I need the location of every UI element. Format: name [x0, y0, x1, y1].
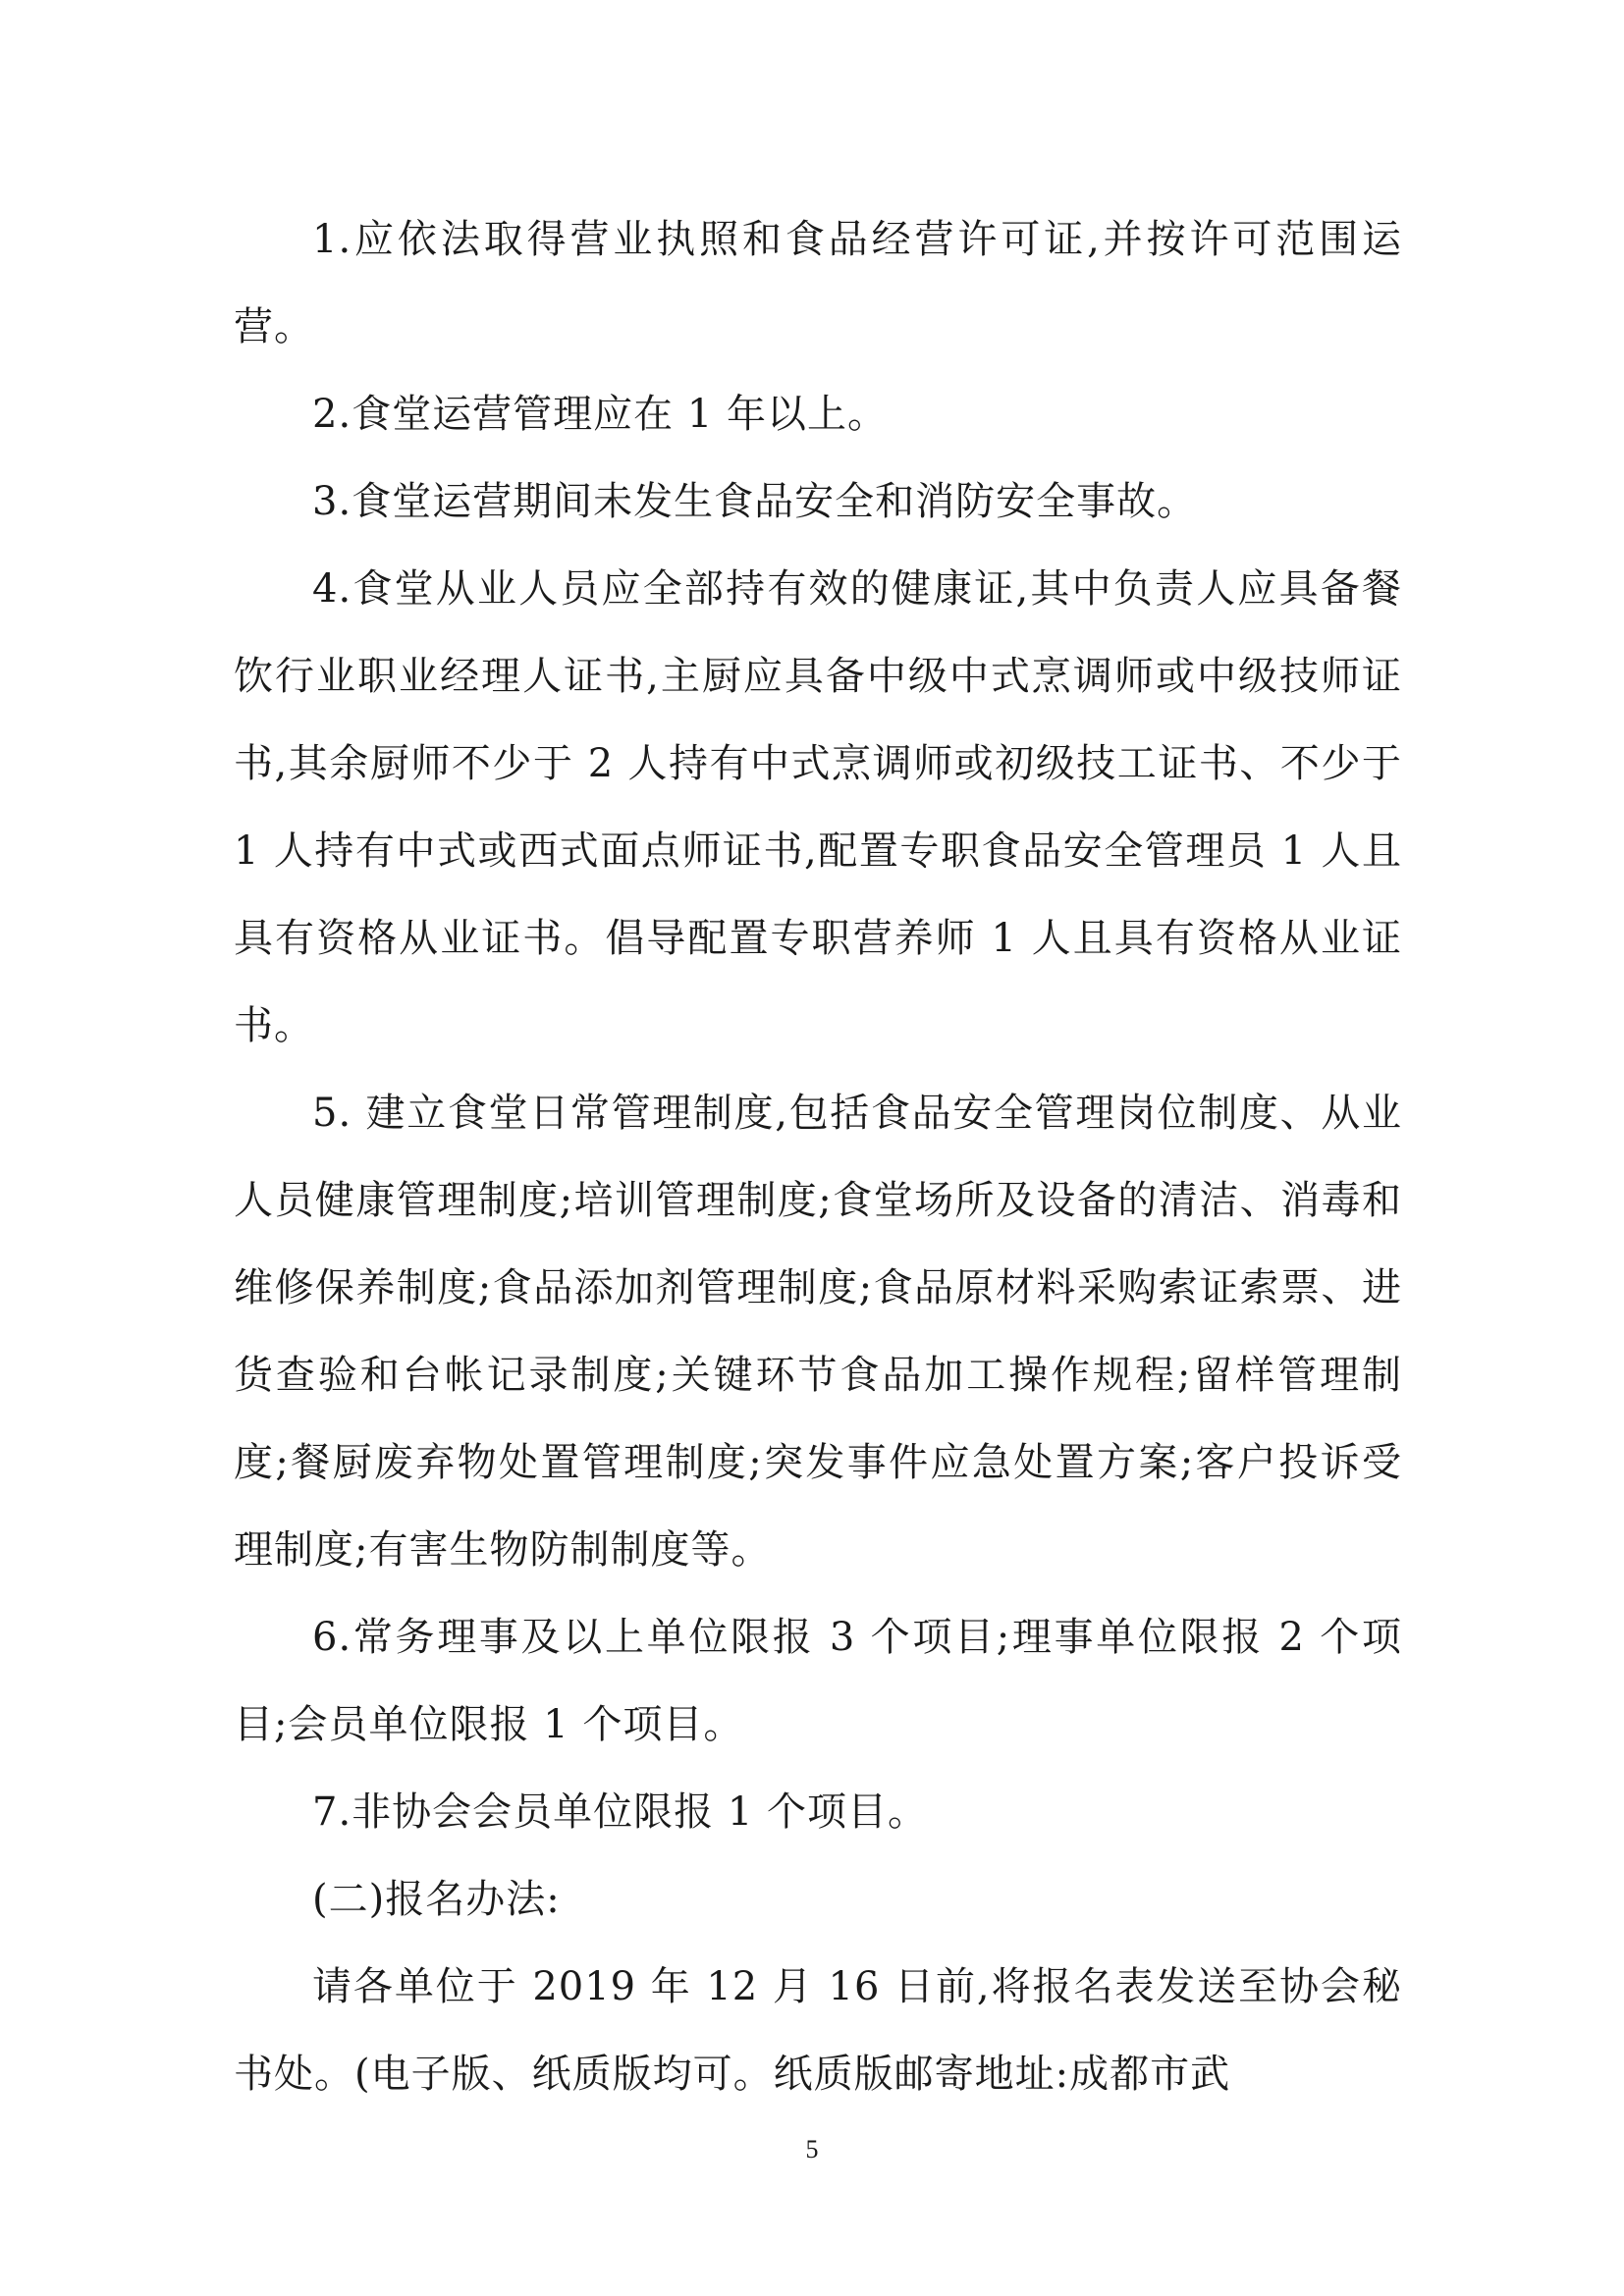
paragraph-requirement-6: 6.常务理事及以上单位限报 3 个项目;理事单位限报 2 个项目;会员单位限报 1 个项目。: [234, 1615, 1402, 1747]
document-body: [234, 196, 1402, 2118]
paragraph-registration-instructions: 请各单位于 2019 年 12 月 16 日前,将报名表发送至协会秘书处。(电子版、纸质版均可。纸质版邮寄地址:成都市武: [234, 1964, 1402, 2097]
paragraph-requirement-3: 3.食堂运营期间未发生食品安全和消防安全事故。: [312, 479, 1198, 524]
section-heading-registration: (二)报名办法:: [312, 1877, 561, 1922]
paragraph-requirement-5: 5. 建立食堂日常管理制度,包括食品安全管理岗位制度、从业人员健康管理制度;培训管理制度;食堂场所及设备的清洁、消毒和维修保养制度;食品添加剂管理制度;食品原材料采购索证索票、进货查验和台帐记录制度;关键环节食品加工操作规程;留样管理制度;餐厨废弃物处置管理制度;突发事件应急处置方案;客户投诉受理制度;有害生物防制制度等。: [234, 1091, 1402, 1573]
page-number: 5: [805, 2135, 819, 2163]
paragraph-requirement-7: 7.非协会会员单位限报 1 个项目。: [312, 1789, 929, 1835]
paragraph-requirement-4: 4.食堂从业人员应全部持有效的健康证,其中负责人应具备餐饮行业职业经理人证书,主厨应具备中级中式烹调师或中级技师证书,其余厨师不少于 2 人持有中式烹调师或初级技工证书、不少于 1 人持有中式或西式面点师证书,配置专职食品安全管理员 1 人且具有资格从业证书。倡导配置专职营养师 1 人且具有资格从业证书。: [234, 566, 1402, 1048]
paragraph-requirement-2: 2.食堂运营管理应在 1 年以上。: [312, 392, 889, 437]
paragraph-requirement-1: 1.应依法取得营业执照和食品经营许可证,并按许可范围运营。: [234, 217, 1402, 349]
